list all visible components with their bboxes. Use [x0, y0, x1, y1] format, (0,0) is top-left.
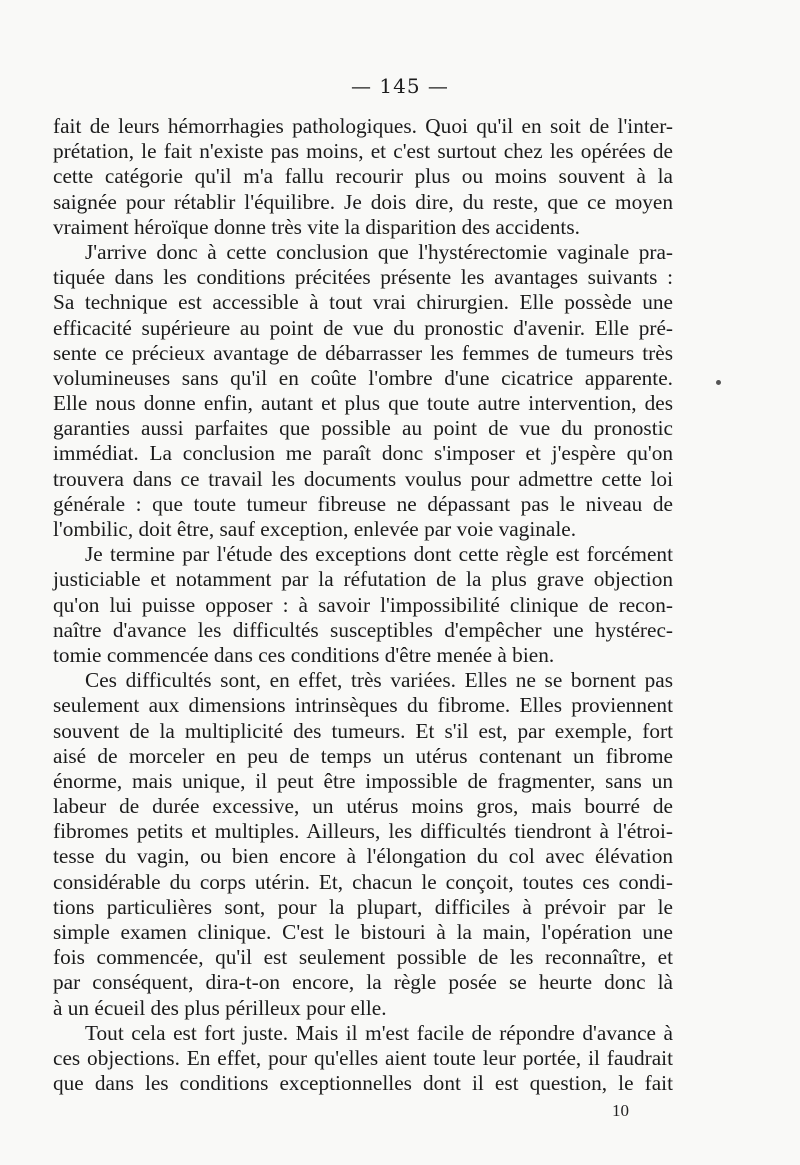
- text-line: naître d'avance les difficultés susceptibles d'empêcher une hystérec-: [53, 617, 673, 642]
- text-line: volumineuses sans qu'il en coûte l'ombre d'une cicatrice apparente.: [53, 365, 673, 390]
- paragraph: [53, 668, 673, 1021]
- text-line: simple examen clinique. C'est le bistouri à la main, l'opération une: [53, 920, 673, 944]
- text-line: aisé de morceler en peu de temps un utérus contenant un fibrome: [53, 743, 673, 768]
- text-line: Ces difficultés sont, en effet, très variées. Elles ne se bornent pas: [85, 668, 673, 693]
- text-line: qu'on lui puisse opposer : à savoir l'impossibilité clinique de recon-: [53, 592, 673, 617]
- text-line: tesse du vagin, ou bien encore à l'élongation du col avec élévation: [53, 844, 673, 869]
- paragraph: [53, 1021, 673, 1097]
- text-line: sente ce précieux avantage de débarrasser les femmes de tumeurs très: [53, 340, 673, 365]
- text-line: par conséquent, dira-t-on encore, la règle posée se heurte donc là: [53, 970, 673, 995]
- paragraph: [53, 114, 673, 240]
- text-line: tomie commencée dans ces conditions d'être menée à bien.: [53, 642, 555, 667]
- text-line: générale : que toute tumeur fibreuse ne dépassant pas le niveau de: [53, 491, 673, 516]
- text-line: trouvera dans ce travail les documents voulus pour admettre cette loi: [53, 466, 673, 491]
- text-line: immédiat. La conclusion me paraît donc s'imposer et j'espère qu'on: [53, 441, 673, 466]
- text-line: énorme, mais unique, il peut être impossible de fragmenter, sans un: [53, 768, 673, 793]
- text-line: tions particulières sont, pour la plupart, difficiles à prévoir par le: [53, 894, 673, 919]
- text-line: que dans les conditions exceptionnelles dont il est question, le fait: [53, 1071, 673, 1096]
- text-line: tiquée dans les conditions précitées présente les avantages suivants :: [53, 265, 673, 290]
- text-line: ces objections. En effet, pour qu'elles aient toute leur portée, il faudrait: [53, 1045, 673, 1070]
- text-line: efficacité supérieure au point de vue du pronostic d'avenir. Elle pré-: [53, 315, 673, 340]
- body-text: [53, 114, 673, 1096]
- text-line: justiciable et notamment par la réfutation de la plus grave objection: [53, 567, 673, 592]
- text-line: vraiment héroïque donne très vite la disparition des accidents.: [53, 214, 580, 239]
- text-line: Je termine par l'étude des exceptions dont cette règle est forcément: [85, 542, 673, 567]
- text-line: fibromes petits et multiples. Ailleurs, les difficultés tiendront à l'étroi-: [53, 819, 673, 844]
- text-line: seulement aux dimensions intrinsèques du fibrome. Elles proviennent: [53, 693, 673, 718]
- text-line: souvent de la multiplicité des tumeurs. Et s'il est, par exemple, fort: [53, 718, 673, 743]
- text-line: labeur de durée excessive, un utérus moins gros, mais bourré de: [53, 794, 673, 819]
- text-line: fait de leurs hémorrhagies pathologiques. Quoi qu'il en soit de l'inter-: [53, 114, 673, 138]
- signature-mark: 10: [612, 1101, 629, 1120]
- page-number: — 145 —: [351, 74, 449, 98]
- paragraph: [53, 542, 673, 668]
- text-line: Sa technique est accessible à tout vrai chirurgien. Elle possède une: [53, 290, 673, 315]
- text-line: considérable du corps utérin. Et, chacun le conçoit, toutes ces condi-: [53, 869, 673, 894]
- text-line: cette catégorie qu'il m'a fallu recourir plus ou moins souvent à la: [53, 164, 673, 189]
- text-line: à un écueil des plus périlleux pour elle.: [53, 995, 387, 1020]
- text-line: saignée pour rétablir l'équilibre. Je dois dire, du reste, que ce moyen: [53, 189, 673, 214]
- text-line: fois commencée, qu'il est seulement possible de les reconnaître, et: [53, 945, 673, 970]
- text-line: prétation, le fait n'existe pas moins, et c'est surtout chez les opérées de: [53, 139, 673, 164]
- paragraph: [53, 240, 673, 542]
- text-line: l'ombilic, doit être, sauf exception, enlevée par voie vaginale.: [53, 517, 577, 541]
- text-line: J'arrive donc à cette conclusion que l'hystérectomie vaginale pra-: [85, 239, 673, 264]
- text-line: garanties aussi parfaites que possible au point de vue du pronostic: [53, 416, 673, 441]
- ink-speck: [716, 380, 721, 385]
- text-line: Tout cela est fort juste. Mais il m'est facile de répondre d'avance à: [85, 1020, 673, 1045]
- text-line: Elle nous donne enfin, autant et plus que toute autre intervention, des: [53, 391, 673, 416]
